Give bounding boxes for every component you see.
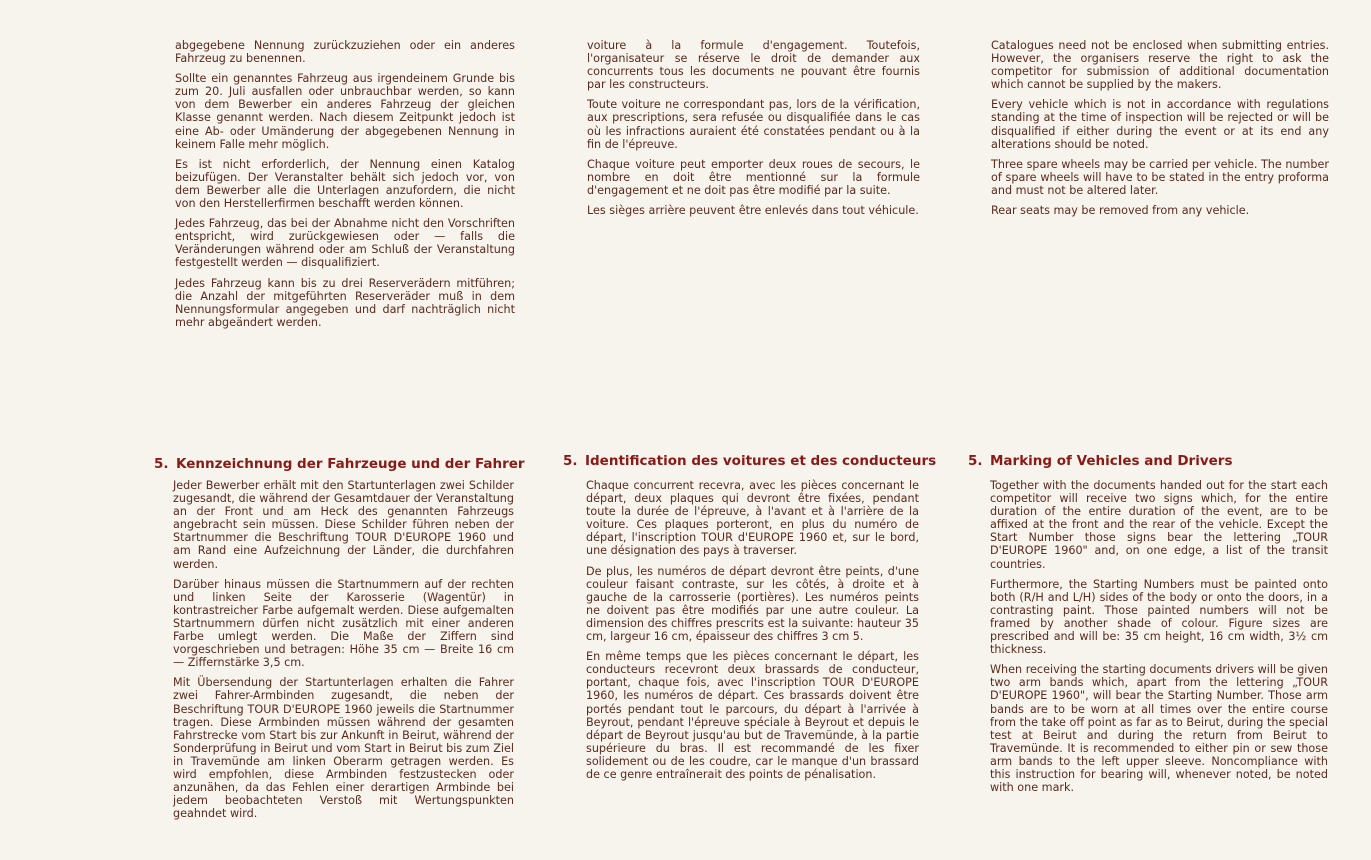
paragraph: Toute voiture ne correspondant pas, lors de la vérification, aux prescriptions, sera refusée ou disqualifiée dans le cas où les infractions auraient été constatées pendant ou à la fin de l'épreuve.: [587, 98, 920, 151]
paragraph: Les sièges arrière peuvent être enlevés dans tout véhicule.: [587, 204, 919, 218]
paragraph: Sollte ein genanntes Fahrzeug aus irgendeinem Grunde bis zum 20. Juli ausfallen oder unbrauchbar werden, so kann von dem Bewerber ein anderes Fahrzeug der gleichen Klasse genannt werden. Nach diesem Zeitpunkt jedoch ist eine Ab- oder Umänderung der abgegebenen Nennung in keinem Falle mehr möglich.: [175, 72, 515, 151]
paragraph: Three spare wheels may be carried per vehicle. The number of spare wheels will have to be stated in the entry proforma and must not be altered later.: [991, 157, 1329, 197]
german-bottom-column: [173, 479, 514, 827]
paragraph: When receiving the starting documents drivers will be given two arm bands which, apart from the lettering „TOUR D'EUROPE 1960", will bear the Starting Number. Those arm bands are to be worn at all times over the entire course from the take off point as far as to Beirut, during the special test at Beirut and during the return from Beirut to Travemünde. It is recommended to either pin or sew those arm bands to the left upper sleeve. Noncompliance with this instruction for bearing will, whenever noted, be noted with one mark.: [990, 663, 1328, 795]
paragraph: Chaque voiture peut emporter deux roues de secours, le nombre en doit être mentionné sur la formule d'engagement et ne doit pas être modifié par la suite.: [587, 157, 920, 197]
paragraph: Darüber hinaus müssen die Startnummern auf der rechten und linken Seite der Karosserie (Wagentür) in kontrastreicher Farbe aufgemalt werden. Diese aufgemalten Startnummern dürfen nicht zusätzlich mit einer anderen Farbe umlegt werden. Die Maße der Ziffern sind vorgeschrieben und betragen: Höhe 35 cm — Breite 16 cm — Ziffernstärke 3,5 cm.: [173, 577, 514, 670]
french-top-column: [587, 39, 920, 224]
section-number: 5.: [154, 456, 169, 472]
paragraph: Rear seats may be removed from any vehicle.: [991, 204, 1250, 218]
paragraph: En même temps que les pièces concernant le départ, les conducteurs recevront deux brassards de conducteur, portant, chaque fois, avec l'inscription TOUR D'EUROPE 1960, les numéros de départ. Ces brassards doivent être portés pendant tout le parcours, du départ à l'arrivée à Beyrout, pendant l'épreuve spéciale à Beyrout et depuis le départ de Beyrout jusqu'au but de Travemünde, à la partie supérieure du bras. Il est recommandé de les fixer solidement ou de les coudre, car le manque d'un brassard de ce genre entraînerait des points de pénalisation.: [586, 650, 919, 781]
german-section-heading: [154, 456, 525, 472]
french-bottom-column: [586, 479, 919, 788]
paragraph: Jedes Fahrzeug kann bis zu drei Reserverädern mitführen; die Anzahl der mitgeführten Reserveräder muß in dem Nennungsformular angegeben und darf nachträglich nicht mehr abgeändert werden.: [175, 276, 515, 329]
paragraph: Es ist nicht erforderlich, der Nennung einen Katalog beizufügen. Der Veranstalter behält sich jedoch vor, von dem Bewerber alle die Unterlagen anzufordern, die nicht von den Herstellerfirmen beschafft werden können.: [175, 157, 515, 211]
section-title: Kennzeichnung der Fahrzeuge und der Fahrer: [176, 456, 525, 472]
paragraph: Together with the documents handed out for the start each competitor will receive two signs which, for the entire duration of the entire duration of the event, are to be affixed at the front and the rear of the vehicle. Except the Start Number those signs bear the lettering „TOUR D'EUROPE 1960" and, on one edge, a list of the transit countries.: [990, 479, 1328, 571]
section-title: Identification des voitures et des conducteurs: [585, 453, 937, 469]
paragraph: Jedes Fahrzeug, das bei der Abnahme nicht den Vorschriften entspricht, wird zurückgewiesen oder — falls die Veränderungen während oder am Schluß der Veranstaltung festgestellt werden — disqualifiziert.: [175, 217, 515, 270]
paragraph: Catalogues need not be enclosed when submitting entries. However, the organisers reserve the right to ask the competitor for submission of additional documentation which cannot be supplied by the makers.: [991, 39, 1329, 92]
english-bottom-column: [990, 479, 1328, 801]
paragraph: Chaque concurrent recevra, avec les pièces concernant le départ, deux plaques qui devront être fixées, pendant toute la durée de l'épreuve, à l'avant et à l'arrière de la voiture. Ces plaques porteront, en plus du numéro de départ, l'inscription TOUR d'EUROPE 1960 et, sur le bord, une désignation des pays à traverser.: [586, 479, 919, 558]
paragraph: voiture à la formule d'engagement. Toutefois, l'organisateur se réserve le droit de demander aux concurrents tous les documents ne pouvant être fournis par les constructeurs.: [587, 39, 920, 92]
section-number: 5.: [563, 453, 578, 469]
paragraph: De plus, les numéros de départ devront être peints, d'une couleur faisant contraste, sur les côtés, à droite et à gauche de la carrosserie (portières). Les numéros peints ne doivent pas être modifiés par une autre couleur. La dimension des chiffres prescrits est la suivante: hauteur 35 cm, largeur 16 cm, épaisseur des chiffres 3 cm 5.: [586, 564, 919, 644]
paragraph: Every vehicle which is not in accordance with regulations standing at the time of inspection will be rejected or will be disqualified if either during the event or at its end any alterations should be noted.: [991, 98, 1329, 151]
paragraph: Jeder Bewerber erhält mit den Startunterlagen zwei Schilder zugesandt, die während der Gesamtdauer der Veranstaltung an der Front und am Heck des genannten Fahrzeugs angebracht sein müssen. Diese Schilder führen neben der Startnummer die Beschriftung TOUR D'EUROPE 1960 und am Rand eine Aufzeichnung der Länder, die durchfahren werden.: [173, 479, 514, 571]
english-top-column: [991, 39, 1329, 224]
section-title: Marking of Vehicles and Drivers: [990, 453, 1233, 469]
german-top-column: [175, 39, 515, 336]
paragraph: abgegebene Nennung zurückzuziehen oder ein anderes Fahrzeug zu benennen.: [175, 39, 515, 66]
english-section-heading: [968, 453, 1232, 469]
french-section-heading: [563, 453, 936, 469]
paragraph: Furthermore, the Starting Numbers must be painted onto both (R/H and L/H) sides of the body or onto the doors, in a contrasting paint. Those painted numbers will not be framed by another shade of colour. Figure sizes are prescribed and will be: 35 cm height, 16 cm width, 3½ cm thickness.: [990, 577, 1328, 657]
paragraph: Mit Übersendung der Startunterlagen erhalten die Fahrer zwei Fahrer-Armbinden zugesandt, die neben der Beschriftung TOUR D'EUROPE 1960 jeweils die Startnummer tragen. Diese Armbinden müssen während der gesamten Fahrstrecke vom Start bis zur Ankunft in Beirut, während der Sonderprüfung in Beirut und vom Start in Beirut bis zum Ziel in Travemünde am linken Oberarm getragen werden. Es wird empfohlen, diese Armbinden festzustecken oder anzunähen, da das Fehlen einer derartigen Armbinde bei jedem beobachteten Verstoß mit Wertungspunkten geahndet wird.: [173, 676, 514, 821]
section-number: 5.: [968, 453, 983, 469]
